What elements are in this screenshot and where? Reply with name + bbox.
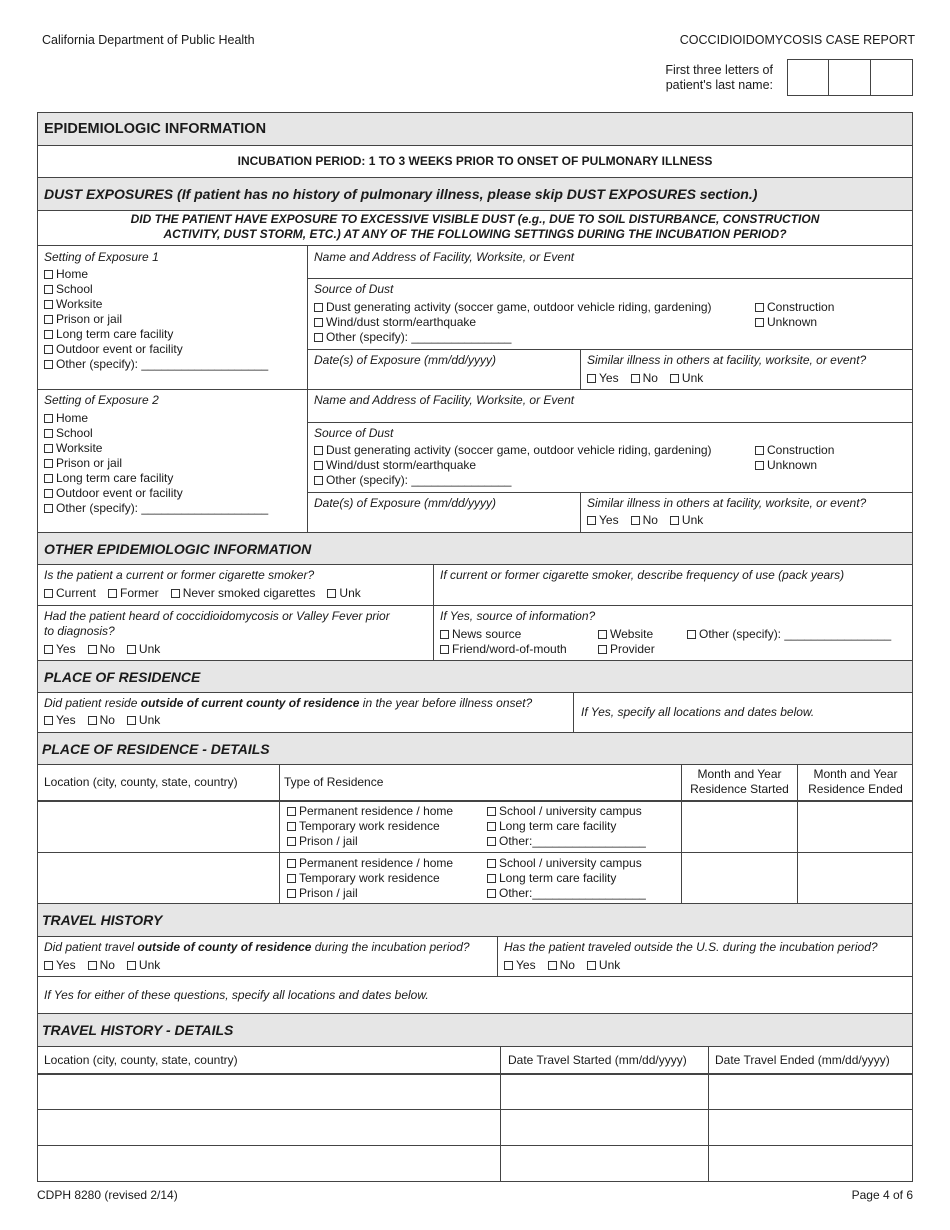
exposure2-setting-option[interactable] xyxy=(44,501,268,516)
checkbox-icon[interactable] xyxy=(171,589,180,598)
unk-option[interactable] xyxy=(127,958,160,973)
option-label: No xyxy=(99,958,115,972)
travel-county-question xyxy=(44,940,470,955)
option-label: Other:_________________ xyxy=(499,886,646,900)
residence-type-option[interactable] xyxy=(287,804,453,819)
report-title: COCCIDIOIDOMYCOSIS CASE REPORT xyxy=(679,33,915,47)
dust-exposures-title: DUST EXPOSURES (If patient has no history of pulmonary illness, please skip DUST EXPOSURES section.) xyxy=(44,186,758,202)
info-source-col1 xyxy=(440,627,567,657)
question-text: in the year before illness onset? xyxy=(359,696,533,710)
no-option[interactable] xyxy=(88,958,115,973)
checkbox-icon[interactable] xyxy=(44,414,53,423)
residence-type-option[interactable] xyxy=(487,834,646,849)
checkbox-icon[interactable] xyxy=(587,516,596,525)
checkbox-icon[interactable] xyxy=(44,444,53,453)
last-name-letter-1[interactable] xyxy=(787,59,829,96)
exposure2-facility-label: Name and Address of Facility, Worksite, or Event xyxy=(314,393,575,407)
option-label: Long term care facility xyxy=(499,871,617,885)
travel-title-bar xyxy=(38,904,912,936)
checkbox-icon[interactable] xyxy=(44,330,53,339)
exposure2-similar-options xyxy=(587,513,715,528)
residence-type-option[interactable] xyxy=(487,871,646,886)
checkbox-icon[interactable] xyxy=(755,461,764,470)
option-label: Wind/dust storm/earthquake xyxy=(326,458,477,472)
residence-type-col-b xyxy=(487,856,646,901)
checkbox-icon[interactable] xyxy=(314,333,323,342)
checkbox-icon[interactable] xyxy=(44,645,53,654)
checkbox-icon[interactable] xyxy=(487,889,496,898)
unk-option[interactable] xyxy=(670,371,703,386)
info-source-question: If Yes, source of information? xyxy=(440,609,596,623)
question-text: Did patient reside xyxy=(44,696,141,710)
travel-started-cell[interactable] xyxy=(501,1075,708,1109)
checkbox-icon[interactable] xyxy=(287,837,296,846)
checkbox-icon[interactable] xyxy=(127,961,136,970)
smoker-options xyxy=(44,586,373,601)
checkbox-icon[interactable] xyxy=(44,459,53,468)
option-label: Other (specify): _______________ xyxy=(326,473,512,487)
option-label: School xyxy=(56,426,93,440)
residence-type-option[interactable] xyxy=(287,834,453,849)
exposure1-sources-right xyxy=(755,300,834,330)
residence-type-option[interactable] xyxy=(487,856,646,871)
option-label: Yes xyxy=(56,713,76,727)
checkbox-icon[interactable] xyxy=(314,476,323,485)
smoker-former-option[interactable] xyxy=(108,586,159,601)
option-label: Website xyxy=(610,627,654,641)
checkbox-icon[interactable] xyxy=(44,716,53,725)
exposure1-source-option[interactable] xyxy=(314,330,712,345)
option-label: News source xyxy=(452,627,522,641)
travel-us-options xyxy=(504,958,632,973)
residence-type-col-a xyxy=(287,804,453,849)
residence-type-option[interactable] xyxy=(287,856,453,871)
info-friend-option[interactable] xyxy=(440,642,567,657)
exposure1-setting-option[interactable] xyxy=(44,297,268,312)
checkbox-icon[interactable] xyxy=(287,807,296,816)
header-line: Residence Ended xyxy=(808,782,903,796)
residence-type-option[interactable] xyxy=(487,886,646,901)
exposure1-source-option[interactable] xyxy=(755,315,834,330)
checkbox-icon[interactable] xyxy=(440,630,449,639)
option-label: Never smoked cigarettes xyxy=(182,586,316,600)
heard-options xyxy=(44,642,172,657)
heard-question-line1: Had the patient heard of coccidioidomycosis or Valley Fever prior xyxy=(44,609,390,623)
option-label: Provider xyxy=(610,642,655,656)
residence-options xyxy=(44,713,172,728)
option-label: Long term care facility xyxy=(499,819,617,833)
checkbox-icon[interactable] xyxy=(670,374,679,383)
exposure2-similar-label: Similar illness in others at facility, worksite, or event? xyxy=(587,496,867,510)
question-text: Did patient travel xyxy=(44,940,138,954)
no-option[interactable] xyxy=(88,713,115,728)
yes-option[interactable] xyxy=(44,713,76,728)
unk-option[interactable] xyxy=(127,713,160,728)
smoker-current-option[interactable] xyxy=(44,586,96,601)
exposure2-setting-option[interactable] xyxy=(44,471,268,486)
option-label: Outdoor event or facility xyxy=(56,342,183,356)
heard-question-line2: to diagnosis? xyxy=(44,624,115,638)
option-label: Yes xyxy=(599,371,619,385)
checkbox-icon[interactable] xyxy=(631,374,640,383)
option-label: Yes xyxy=(56,958,76,972)
checkbox-icon[interactable] xyxy=(44,270,53,279)
residence-specify: If Yes, specify all locations and dates below. xyxy=(581,705,815,719)
option-label: Unk xyxy=(681,513,704,527)
option-label: Unk xyxy=(339,586,361,600)
option-label: Other (specify): ________________ xyxy=(699,627,892,641)
checkbox-icon[interactable] xyxy=(487,822,496,831)
col-ended-header xyxy=(798,767,913,797)
option-label: Long term care facility xyxy=(56,327,174,341)
yes-option[interactable] xyxy=(587,371,619,386)
info-source-col3 xyxy=(687,627,891,642)
option-label: Other (specify): ___________________ xyxy=(56,357,269,371)
exposure2-source-option[interactable] xyxy=(314,458,712,473)
option-label: Construction xyxy=(767,300,835,314)
checkbox-icon[interactable] xyxy=(314,446,323,455)
option-label: Long term care facility xyxy=(56,471,174,485)
option-label: Unk xyxy=(138,958,161,972)
smoker-question: Is the patient a current or former cigarette smoker? xyxy=(44,568,315,582)
residence-type-option[interactable] xyxy=(287,819,453,834)
checkbox-icon[interactable] xyxy=(598,645,607,654)
residence-details-title: PLACE OF RESIDENCE - DETAILS xyxy=(42,741,270,757)
option-label: Worksite xyxy=(56,441,103,455)
option-label: Permanent residence / home xyxy=(299,856,454,870)
option-label: Other:_________________ xyxy=(499,834,646,848)
option-label: Outdoor event or facility xyxy=(56,486,183,500)
travel-col-ended-header: Date Travel Ended (mm/dd/yyyy) xyxy=(715,1053,890,1067)
checkbox-icon[interactable] xyxy=(287,859,296,868)
option-label: Dust generating activity (soccer game, outdoor vehicle riding, gardening) xyxy=(326,300,712,314)
checkbox-icon[interactable] xyxy=(587,374,596,383)
travel-location-cell[interactable] xyxy=(38,1110,500,1145)
checkbox-icon[interactable] xyxy=(327,589,336,598)
dust-question-line1: DID THE PATIENT HAVE EXPOSURE TO EXCESSIVE VISIBLE DUST (e.g., DUE TO SOIL DISTURBANCE, CONSTRUCTION xyxy=(130,212,820,226)
option-label: Home xyxy=(56,267,89,281)
travel-started-cell[interactable] xyxy=(501,1110,708,1145)
checkbox-icon[interactable] xyxy=(487,837,496,846)
exposure1-settings xyxy=(44,267,268,372)
residence-type-option[interactable] xyxy=(287,871,453,886)
yes-option[interactable] xyxy=(587,513,619,528)
option-label: Worksite xyxy=(56,297,103,311)
checkbox-icon[interactable] xyxy=(108,589,117,598)
no-option[interactable] xyxy=(548,958,575,973)
unk-option[interactable] xyxy=(127,642,160,657)
option-label: Unknown xyxy=(767,315,818,329)
exposure2-setting-option[interactable] xyxy=(44,456,268,471)
option-label: Prison / jail xyxy=(299,834,358,848)
travel-specify: If Yes for either of these questions, specify all locations and dates below. xyxy=(44,988,429,1002)
checkbox-icon[interactable] xyxy=(670,516,679,525)
checkbox-icon[interactable] xyxy=(88,961,97,970)
exposure1-setting-option[interactable] xyxy=(44,327,268,342)
question-emphasis: outside of county of residence xyxy=(137,940,312,954)
yes-option[interactable] xyxy=(44,958,76,973)
exposure2-settings xyxy=(44,411,268,516)
exposure1-source-label: Source of Dust xyxy=(314,282,394,296)
option-label: Yes xyxy=(516,958,536,972)
header-line: Month and Year xyxy=(697,767,782,781)
exposure1-setting-option[interactable] xyxy=(44,357,268,372)
residence-question xyxy=(44,696,532,711)
exposure2-sources xyxy=(314,443,712,488)
option-label: No xyxy=(559,958,575,972)
option-label: Other (specify): _______________ xyxy=(326,330,512,344)
travel-details-title: TRAVEL HISTORY - DETAILS xyxy=(42,1022,234,1038)
residence-type-col-b xyxy=(487,804,646,849)
checkbox-icon[interactable] xyxy=(587,961,596,970)
last-name-letter-2[interactable] xyxy=(828,59,871,96)
info-website-option[interactable] xyxy=(598,627,655,642)
residence-location-cell[interactable] xyxy=(38,853,279,902)
page-number: Page 4 of 6 xyxy=(851,1188,913,1202)
checkbox-icon[interactable] xyxy=(44,961,53,970)
checkbox-icon[interactable] xyxy=(44,315,53,324)
exposure2-setting-option[interactable] xyxy=(44,426,268,441)
exposure1-dates-label: Date(s) of Exposure (mm/dd/yyyy) xyxy=(314,353,497,367)
last-name-label-line1: First three letters of xyxy=(665,63,773,77)
travel-title: TRAVEL HISTORY xyxy=(42,912,163,928)
exposure1-facility-label: Name and Address of Facility, Worksite, or Event xyxy=(314,250,575,264)
exposure2-source-option[interactable] xyxy=(755,458,834,473)
info-source-col2 xyxy=(598,627,655,657)
col-location-header: Location (city, county, state, country) xyxy=(44,775,238,789)
travel-ended-cell[interactable] xyxy=(709,1075,912,1109)
checkbox-icon[interactable] xyxy=(755,303,764,312)
heard-question xyxy=(44,609,390,639)
checkbox-icon[interactable] xyxy=(487,807,496,816)
checkbox-icon[interactable] xyxy=(44,300,53,309)
info-news-option[interactable] xyxy=(440,627,567,642)
checkbox-icon[interactable] xyxy=(88,645,97,654)
unk-option[interactable] xyxy=(587,958,620,973)
checkbox-icon[interactable] xyxy=(44,285,53,294)
option-label: Temporary work residence xyxy=(299,871,440,885)
exposure1-similar-label: Similar illness in others at facility, worksite, or event? xyxy=(587,353,867,367)
option-label: Construction xyxy=(767,443,835,457)
exposure2-source-option[interactable] xyxy=(314,443,712,458)
smoker-unk-option[interactable] xyxy=(327,586,360,601)
checkbox-icon[interactable] xyxy=(440,645,449,654)
travel-location-cell[interactable] xyxy=(38,1146,500,1181)
exposure2-setting-option[interactable] xyxy=(44,486,268,501)
yes-option[interactable] xyxy=(44,642,76,657)
exposure1-source-option[interactable] xyxy=(755,300,834,315)
residence-location-cell[interactable] xyxy=(38,802,279,851)
checkbox-icon[interactable] xyxy=(44,504,53,513)
option-label: Prison or jail xyxy=(56,456,123,470)
checkbox-icon[interactable] xyxy=(44,360,53,369)
residence-type-col-a xyxy=(287,856,453,901)
option-label: Unknown xyxy=(767,458,818,472)
checkbox-icon[interactable] xyxy=(44,345,53,354)
epi-title: EPIDEMIOLOGIC INFORMATION xyxy=(44,121,267,137)
header-line: Month and Year xyxy=(813,767,898,781)
checkbox-icon[interactable] xyxy=(127,645,136,654)
travel-county-options xyxy=(44,958,172,973)
exposure2-setting-option[interactable] xyxy=(44,411,268,426)
checkbox-icon[interactable] xyxy=(287,889,296,898)
no-option[interactable] xyxy=(631,513,658,528)
checkbox-icon[interactable] xyxy=(487,874,496,883)
checkbox-icon[interactable] xyxy=(687,630,696,639)
checkbox-icon[interactable] xyxy=(44,589,53,598)
header-line: Residence Started xyxy=(690,782,789,796)
checkbox-icon[interactable] xyxy=(287,822,296,831)
exposure2-sources-right xyxy=(755,443,834,473)
exposure2-source-option[interactable] xyxy=(314,473,712,488)
exposure2-dates-label: Date(s) of Exposure (mm/dd/yyyy) xyxy=(314,496,497,510)
checkbox-icon[interactable] xyxy=(598,630,607,639)
unk-option[interactable] xyxy=(670,513,703,528)
option-label: No xyxy=(99,642,115,656)
travel-col-location-header: Location (city, county, state, country) xyxy=(44,1053,238,1067)
option-label: Yes xyxy=(56,642,76,656)
travel-col-started-header: Date Travel Started (mm/dd/yyyy) xyxy=(508,1053,687,1067)
option-label: Yes xyxy=(599,513,619,527)
exposure1-setting-option[interactable] xyxy=(44,312,268,327)
option-label: Former xyxy=(120,586,159,600)
option-label: Other (specify): ___________________ xyxy=(56,501,269,515)
last-name-label xyxy=(600,63,773,93)
checkbox-icon[interactable] xyxy=(287,874,296,883)
option-label: Unk xyxy=(598,958,621,972)
option-label: Prison or jail xyxy=(56,312,123,326)
travel-ended-cell[interactable] xyxy=(709,1146,912,1181)
info-other-option[interactable] xyxy=(687,627,891,642)
exposure1-similar-options xyxy=(587,371,715,386)
exposure2-source-option[interactable] xyxy=(755,443,834,458)
option-label: School xyxy=(56,282,93,296)
option-label: Permanent residence / home xyxy=(299,804,454,818)
no-option[interactable] xyxy=(88,642,115,657)
col-type-header: Type of Residence xyxy=(284,775,384,789)
question-emphasis: outside of current county of residence xyxy=(140,696,360,710)
checkbox-icon[interactable] xyxy=(631,516,640,525)
exposure1-sources xyxy=(314,300,712,345)
option-label: Unk xyxy=(138,642,161,656)
checkbox-icon[interactable] xyxy=(548,961,557,970)
option-label: Dust generating activity (soccer game, outdoor vehicle riding, gardening) xyxy=(326,443,712,457)
exposure1-setting-option[interactable] xyxy=(44,267,268,282)
exposure2-setting-option[interactable] xyxy=(44,441,268,456)
option-label: No xyxy=(99,713,115,727)
option-label: Friend/word-of-mouth xyxy=(452,642,567,656)
option-label: Wind/dust storm/earthquake xyxy=(326,315,477,329)
option-label: School / university campus xyxy=(499,804,642,818)
question-text: during the incubation period? xyxy=(311,940,470,954)
option-label: No xyxy=(642,371,658,385)
travel-us-question: Has the patient traveled outside the U.S. during the incubation period? xyxy=(504,940,878,954)
checkbox-icon[interactable] xyxy=(44,474,53,483)
pack-years-question: If current or former cigarette smoker, describe frequency of use (pack years) xyxy=(440,568,845,582)
checkbox-icon[interactable] xyxy=(504,961,513,970)
travel-location-cell[interactable] xyxy=(38,1075,500,1109)
col-started-header xyxy=(682,767,797,797)
checkbox-icon[interactable] xyxy=(314,461,323,470)
last-name-label-line2: patient's last name: xyxy=(665,78,773,92)
exposure1-setting-option[interactable] xyxy=(44,342,268,357)
exposure2-setting-label: Setting of Exposure 2 xyxy=(44,393,159,407)
checkbox-icon[interactable] xyxy=(44,489,53,498)
option-label: Unk xyxy=(681,371,704,385)
residence-type-option[interactable] xyxy=(487,804,646,819)
checkbox-icon[interactable] xyxy=(755,446,764,455)
travel-ended-cell[interactable] xyxy=(709,1110,912,1145)
form-id: CDPH 8280 (revised 2/14) xyxy=(37,1188,178,1202)
incubation-period: INCUBATION PERIOD: 1 TO 3 WEEKS PRIOR TO ONSET OF PULMONARY ILLNESS xyxy=(237,154,713,168)
exposure1-setting-option[interactable] xyxy=(44,282,268,297)
option-label: No xyxy=(642,513,658,527)
dust-question xyxy=(37,212,913,242)
info-provider-option[interactable] xyxy=(598,642,655,657)
dust-question-line2: ACTIVITY, DUST STORM, ETC.) AT ANY OF THE FOLLOWING SETTINGS DURING THE INCUBATION PERIOD? xyxy=(163,227,787,241)
no-option[interactable] xyxy=(631,371,658,386)
yes-option[interactable] xyxy=(504,958,536,973)
exposure1-source-option[interactable] xyxy=(314,300,712,315)
checkbox-icon[interactable] xyxy=(755,318,764,327)
agency-name: California Department of Public Health xyxy=(42,33,255,47)
option-label: Current xyxy=(56,586,97,600)
exposure2-source-label: Source of Dust xyxy=(314,426,394,440)
residence-title: PLACE OF RESIDENCE xyxy=(44,669,201,685)
option-label: School / university campus xyxy=(499,856,642,870)
checkbox-icon[interactable] xyxy=(88,716,97,725)
exposure1-source-option[interactable] xyxy=(314,315,712,330)
option-label: Unk xyxy=(138,713,161,727)
checkbox-icon[interactable] xyxy=(314,303,323,312)
last-name-letter-3[interactable] xyxy=(870,59,913,96)
checkbox-icon[interactable] xyxy=(487,859,496,868)
residence-type-option[interactable] xyxy=(487,819,646,834)
checkbox-icon[interactable] xyxy=(127,716,136,725)
checkbox-icon[interactable] xyxy=(314,318,323,327)
smoker-never-option[interactable] xyxy=(171,586,316,601)
residence-type-option[interactable] xyxy=(287,886,453,901)
exposure1-setting-label: Setting of Exposure 1 xyxy=(44,250,159,264)
option-label: Home xyxy=(56,411,89,425)
checkbox-icon[interactable] xyxy=(44,429,53,438)
option-label: Prison / jail xyxy=(299,886,358,900)
option-label: Temporary work residence xyxy=(299,819,440,833)
other-epi-title: OTHER EPIDEMIOLOGIC INFORMATION xyxy=(44,541,312,557)
travel-started-cell[interactable] xyxy=(501,1146,708,1181)
